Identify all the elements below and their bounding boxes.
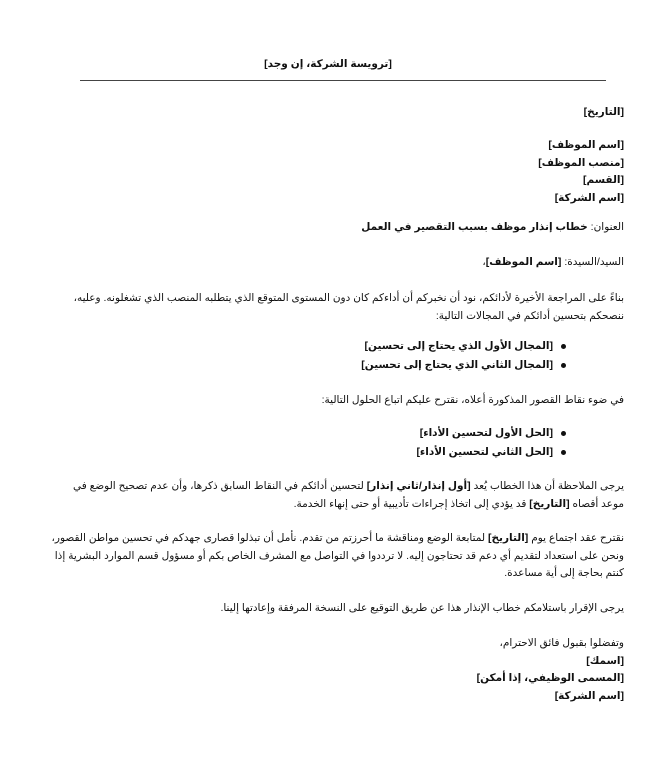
sender-name: [اسمك] bbox=[586, 654, 624, 667]
solutions-list bbox=[166, 424, 566, 462]
meeting-date: [التاريخ] bbox=[487, 532, 529, 544]
closing-block bbox=[54, 635, 624, 705]
list-item: [الحل الأول لتحسين الأداء] bbox=[166, 424, 566, 443]
subject-label: العنوان: bbox=[590, 221, 624, 233]
recipient-company: [اسم الشركة] bbox=[554, 191, 624, 204]
letterhead: [ترويسة الشركة، إن وجد] bbox=[264, 58, 392, 70]
salutation-prefix: السيد/السيدة: bbox=[564, 256, 624, 268]
subject-line bbox=[54, 219, 624, 237]
subject-text: خطاب إنذار موظف بسبب التقصير في العمل bbox=[361, 221, 588, 233]
meeting-paragraph bbox=[49, 530, 624, 583]
list-item: [المجال الثاني الذي يحتاج إلى تحسين] bbox=[166, 356, 566, 375]
list-item: [المجال الأول الذي يحتاج إلى تحسين] bbox=[166, 337, 566, 356]
header-divider bbox=[80, 80, 606, 81]
meeting-text-1: نقترح عقد اجتماع يوم bbox=[528, 532, 624, 544]
closing-line: وتفضلوا بقبول فائق الاحترام، bbox=[499, 637, 624, 649]
recipient-block bbox=[54, 137, 624, 207]
warning-text-1: يرجى الملاحظة أن هذا الخطاب يُعد bbox=[470, 480, 624, 492]
intro-paragraph: بناءً على المراجعة الأخيرة لأدائكم، نود أن نخبركم أن أداءكم كان دون المستوى المتوقع الذي يتطلبه المنصب الذي تشغلونه. وعليه، ننصحكم بتحسين أدائكم في المجالات التالية: bbox=[73, 292, 624, 322]
salutation-suffix: ، bbox=[482, 256, 486, 268]
recipient-name: [اسم الموظف] bbox=[548, 139, 624, 151]
warning-text-3: قد يؤدي إلى اتخاذ إجراءات تأديبية أو حتى إنهاء الخدمة. bbox=[293, 497, 530, 510]
sender-company: [اسم الشركة] bbox=[554, 689, 624, 702]
list-item: [الحل الثاني لتحسين الأداء] bbox=[166, 443, 566, 462]
solutions-intro: في ضوء نقاط القصور المذكورة أعلاه، نقترح عليكم اتباع الحلول التالية: bbox=[321, 394, 624, 406]
warning-text-2: لتحسين أدائكم في النقاط السابق ذكرها، وأن عدم تصحيح الوضع في موعد أقصاه bbox=[72, 480, 624, 510]
recipient-position: [منصب الموظف] bbox=[538, 156, 624, 169]
letter-date: [التاريخ] bbox=[583, 106, 624, 118]
acknowledgement-paragraph: يرجى الإقرار باستلامكم خطاب الإنذار هذا عن طريق التوقيع على النسخة المرفقة وإعادتها إلينا. bbox=[220, 602, 624, 614]
warning-paragraph bbox=[49, 478, 624, 513]
improvement-areas bbox=[166, 337, 566, 375]
salutation-name: [اسم الموظف] bbox=[485, 256, 562, 268]
sender-title: [المسمى الوظيفي، إذا أمكن] bbox=[476, 672, 624, 684]
warning-type: [أول إنذار/ثاني إنذار] bbox=[366, 480, 471, 492]
salutation bbox=[54, 254, 624, 272]
recipient-department: [القسم] bbox=[582, 174, 624, 186]
warning-deadline: [التاريخ] bbox=[529, 497, 570, 510]
meeting-text-2: لمتابعة الوضع ومناقشة ما أحرزتم من تقدم. نأمل أن تبذلوا قصارى جهدكم في تحسين مواطن القصور، ونحن على استعداد لتقديم أي دعم قد تحتاجون إليه. لا ترددوا في التواصل مع المشرف الخاص بكم أو مسؤول قسم الموارد البشرية إذا كنتم بحاجة إلى أية مساعدة. bbox=[51, 532, 624, 579]
